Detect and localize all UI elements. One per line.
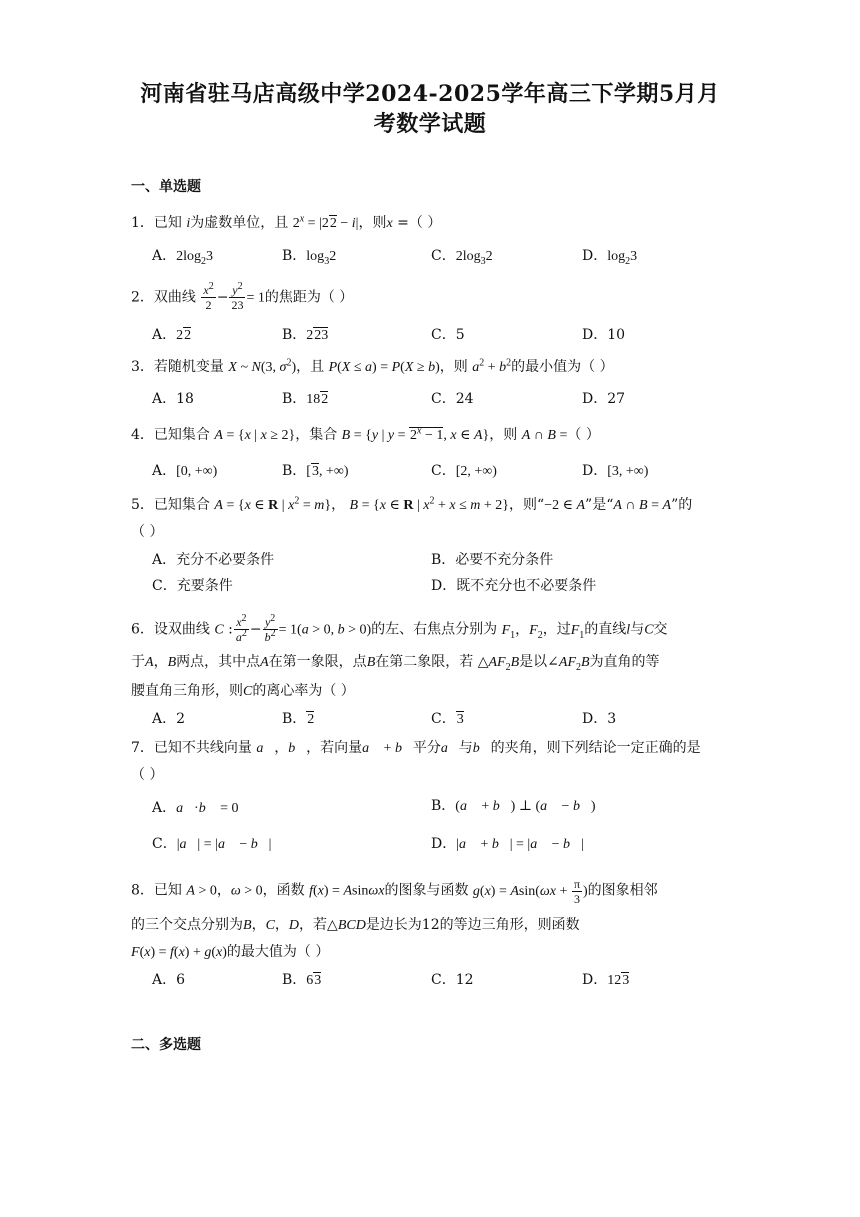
question-5-paren: （ ） <box>131 524 164 540</box>
question-8-line3: F(x) = f(x) + g(x)的最大值为（ ） <box>131 944 330 960</box>
question-7-paren: （ ） <box>131 767 164 783</box>
question-7: 7．已知不共线向量 a⃗，b⃗，若向量a⃗ + b⃗平分a⃗与b⃗的夹角，则下列结论一定正确的是 <box>131 740 701 756</box>
question-5: 5．已知集合 A = {x ∈ R | $x^2 = m$}， B = {x ∈ R | $x^2 + x \le m + 2$}，则“−2 ∈ A”是“A ∩ B = A”的 <box>131 495 693 513</box>
q5-option-a[interactable]: A．充分不必要条件 <box>152 552 275 568</box>
section-single-choice: 一、单选题 <box>131 179 201 195</box>
q1-option-b[interactable]: B．$\log_32$ <box>282 248 337 267</box>
question-6-line3: 腰直角三角形，则C的离心率为（ ） <box>131 683 355 699</box>
q4-option-c[interactable]: C．[2, +∞) <box>431 463 497 479</box>
q3-option-c[interactable]: C．24 <box>431 391 474 407</box>
question-6: 6．设双曲线 C : $\frac{x^2}{a^2}$ − $\frac{y^2}{b^2}$ = 1(a > 0, b > 0)的左、右焦点分别为 $F_1$，$F_2$，过$F_1$的直线l与C交 <box>131 613 668 644</box>
q3-option-a[interactable]: A．18 <box>152 391 194 407</box>
q8-option-c[interactable]: C．12 <box>431 972 474 988</box>
question-2: 2．双曲线 $\frac{x^2}{2}$ − $\frac{y^2}{23}$ = 1的焦距为（ ） <box>131 281 354 312</box>
q4-option-a[interactable]: A．[0, +∞) <box>152 463 218 479</box>
question-1: 1．已知 i为虚数单位，且 $2^x = |22 - i|$，则x =（ ） <box>131 213 442 231</box>
q6-option-d[interactable]: D．3 <box>582 711 617 727</box>
q4-option-b[interactable]: B．[3, +∞) <box>282 463 349 479</box>
q4-option-d[interactable]: D．[3, +∞) <box>582 463 649 479</box>
question-4: 4．已知集合 A = {x | x ≥ 2}，集合 B = {y | $y = 2^x - 1$, x ∈ A}，则 A ∩ B =（ ） <box>131 425 600 443</box>
q5-option-c[interactable]: C．充要条件 <box>152 578 233 594</box>
q8-option-d[interactable]: D．123 <box>582 972 630 988</box>
q1-option-c[interactable]: C．$2\log_32$ <box>431 248 493 267</box>
question-8: 8．已知 A > 0，ω > 0，函数 f(x) = Asinωx的图象与函数 g(x) = Asin(ωx + $\frac{\pi}{3}$ )的图象相邻 <box>131 877 658 906</box>
q5-option-d[interactable]: D．既不充分也不必要条件 <box>431 578 597 594</box>
q8-option-b[interactable]: B．63 <box>282 972 322 988</box>
q8-option-a[interactable]: A．6 <box>152 972 186 988</box>
q2-option-a[interactable]: A．22 <box>152 327 192 343</box>
q3-option-d[interactable]: D．27 <box>582 391 626 407</box>
q7-option-b[interactable]: B．(a⃗ + b⃗) ⊥ (a⃗ − b⃗) <box>431 798 596 814</box>
section-multi-choice: 二、多选题 <box>131 1037 201 1053</box>
exam-title-line1: 河南省驻马店高级中学2024-2025学年高三下学期5月月 <box>140 81 720 107</box>
q5-option-b[interactable]: B．必要不充分条件 <box>431 552 554 568</box>
q2-option-d[interactable]: D．10 <box>582 327 626 343</box>
q1-option-a[interactable]: A．$2\log_23$ <box>152 248 214 267</box>
question-6-line2: 于A，B两点，其中点A在第一象限，点B在第二象限，若 $\triangle AF_2B$是以$\angle AF_2B$为直角的等 <box>131 654 660 673</box>
q3-option-b[interactable]: B．182 <box>282 391 329 407</box>
q6-option-b[interactable]: B．2 <box>282 711 315 727</box>
q7-option-c[interactable]: C．|a⃗| = |a⃗ − b⃗| <box>152 836 272 852</box>
q1-option-d[interactable]: D．$\log_23$ <box>582 248 638 267</box>
q6-option-a[interactable]: A．2 <box>152 711 186 727</box>
exam-title-line2: 考数学试题 <box>373 111 487 137</box>
q7-option-a[interactable]: A．a⃗·b⃗ = 0 <box>152 800 239 816</box>
question-8-line2: 的三个交点分别为B，C，D，若△BCD是边长为12的等边三角形，则函数 <box>131 917 580 933</box>
question-3: 3．若随机变量 X ~ N(3, $\sigma^2$)，且 P(X ≤ a) = P(X ≥ b)，则 $a^2 + b^2$的最小值为（ ） <box>131 357 614 375</box>
q6-option-c[interactable]: C．3 <box>431 711 464 727</box>
q2-option-c[interactable]: C．5 <box>431 327 465 343</box>
q7-option-d[interactable]: D．|a⃗ + b⃗| = |a⃗ − b⃗| <box>431 836 584 852</box>
q2-option-b[interactable]: B．223 <box>282 327 329 343</box>
